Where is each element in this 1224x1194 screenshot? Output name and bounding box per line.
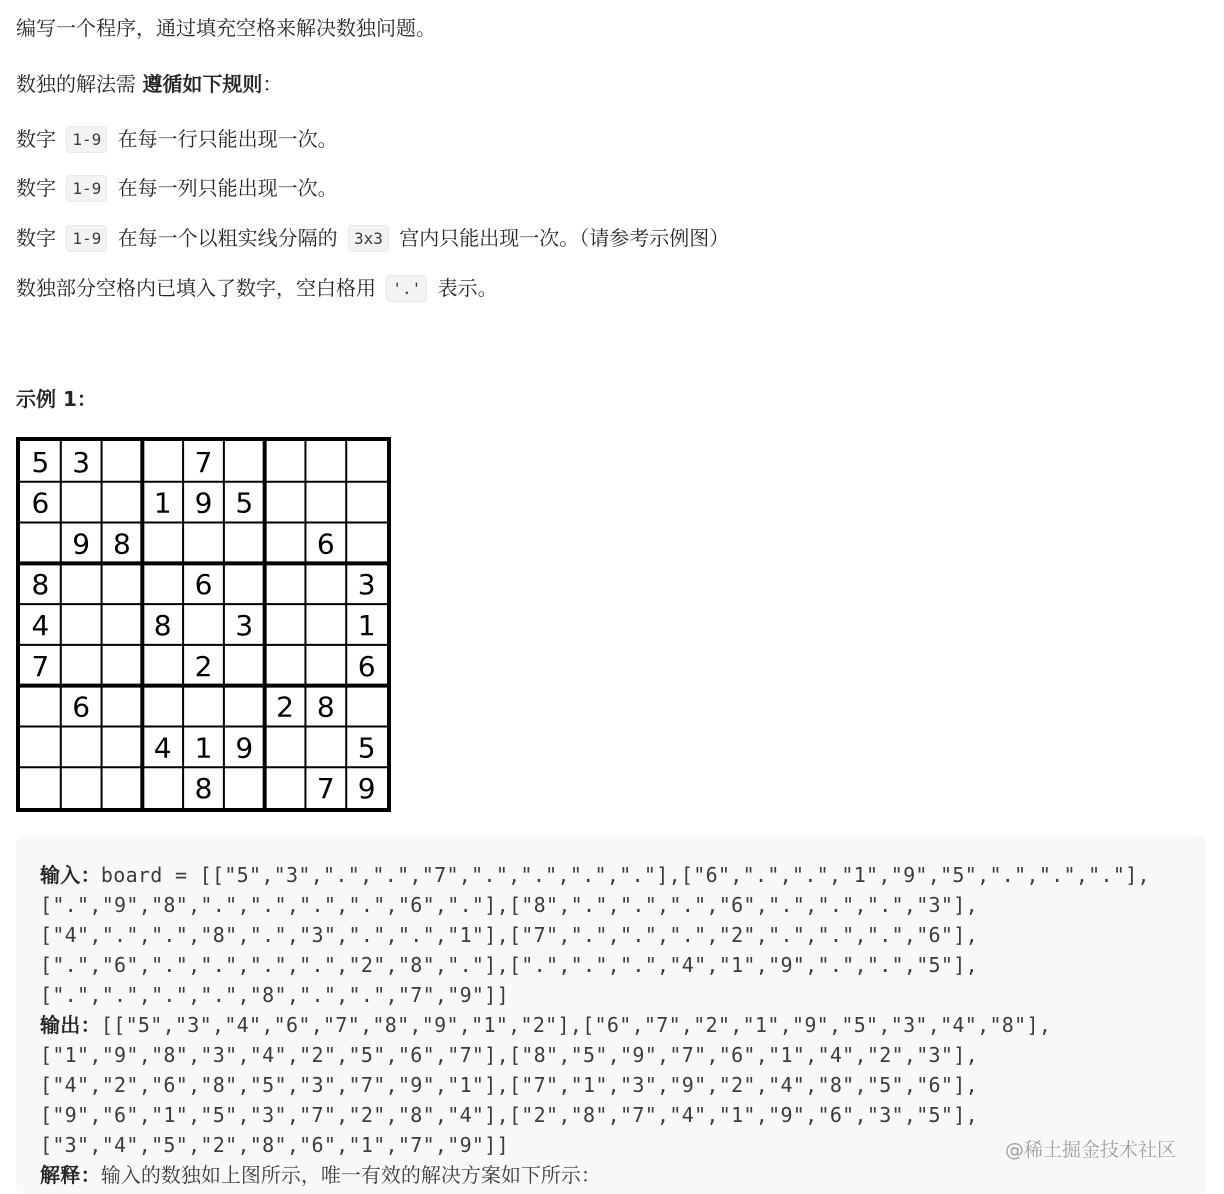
sudoku-cell-digit: 9 xyxy=(235,731,254,765)
code-line xyxy=(40,980,1186,1010)
output-line: ["4","2","6","8","5","3","7","9","1"],["7","1","3","9","2","4","8","5","6"], xyxy=(40,1073,978,1097)
rules-heading xyxy=(16,69,282,99)
sudoku-cell-digit: 1 xyxy=(194,731,213,765)
code-line xyxy=(40,1100,1186,1130)
explain-text: 输入的数独如上图所示，唯一有效的解决方案如下所示： xyxy=(100,1163,601,1187)
code-line xyxy=(40,1040,1186,1070)
explain-label: 解释： xyxy=(40,1163,101,1187)
input-line: board = [["5","3",".",".","7",".",".",".","."],["6",".",".","1","9","5",".",".","."], xyxy=(100,863,1150,887)
intro-line xyxy=(16,13,436,43)
code-line xyxy=(40,950,1186,980)
sudoku-grid-image xyxy=(16,437,391,812)
sudoku-cell-digit: 4 xyxy=(153,731,172,765)
rule-box-suffix: 宫内只能出现一次。（请参考示例图） xyxy=(392,226,730,250)
sudoku-cell-digit: 6 xyxy=(316,527,335,561)
input-label: 输入： xyxy=(40,863,101,887)
inline-code: 1-9 xyxy=(66,175,107,202)
input-line: ["4",".",".","8",".","3",".",".","1"],["7",".",".",".","2",".",".",".","6"], xyxy=(40,923,978,947)
sudoku-cell-digit: 1 xyxy=(357,609,376,642)
rules-heading-bold: 遵循如下规则 xyxy=(142,72,263,96)
blank-note xyxy=(16,273,498,304)
output-line: ["3","4","5","2","8","6","1","7","9"]] xyxy=(40,1133,509,1157)
rule-row xyxy=(16,124,338,155)
sudoku-cell-digit: 2 xyxy=(276,690,294,724)
rule-box xyxy=(16,223,729,254)
output-line: [["5","3","4","6","7","8","9","1","2"],["6","7","2","1","9","5","3","4","8"], xyxy=(100,1013,1052,1037)
input-line: [".","6",".",".",".",".","2","8","."],[".",".",".","4","1","9",".",".","5"], xyxy=(40,953,978,977)
rule-column-prefix: 数字 xyxy=(16,176,63,200)
code-line xyxy=(40,860,1186,890)
sudoku-cell-digit: 1 xyxy=(153,486,172,520)
sudoku-cell-digit: 8 xyxy=(316,690,335,724)
output-line: ["1","9","8","3","4","2","5","6","7"],["8","5","9","7","6","1","4","2","3"], xyxy=(40,1043,978,1067)
rule-row-prefix: 数字 xyxy=(16,127,63,151)
inline-code: '.' xyxy=(386,275,427,302)
inline-code: 1-9 xyxy=(66,225,107,252)
rules-heading-suffix: ： xyxy=(262,72,283,96)
blank-note-prefix: 数独部分空格内已填入了数字，空白格用 xyxy=(16,276,383,300)
blank-note-suffix: 表示。 xyxy=(431,276,498,300)
rules-heading-prefix: 数独的解法需 xyxy=(16,72,143,96)
sudoku-cell-digit: 6 xyxy=(31,486,50,520)
code-line xyxy=(40,890,1186,920)
inline-code: 1-9 xyxy=(66,126,107,153)
sudoku-cell-digit: 3 xyxy=(235,609,254,642)
sudoku-cell-digit: 8 xyxy=(194,772,213,806)
watermark: @稀土掘金技术社区 xyxy=(1004,1139,1176,1161)
sudoku-cell-digit: 7 xyxy=(316,772,335,806)
sudoku-cell-digit: 2 xyxy=(194,649,213,683)
output-line: ["9","6","1","5","3","7","2","8","4"],["2","8","7","4","1","9","6","3","5"], xyxy=(40,1103,978,1127)
example-code-block xyxy=(16,836,1206,1194)
sudoku-cell-digit: 8 xyxy=(113,527,131,561)
sudoku-cell-digit: 9 xyxy=(194,486,213,520)
sudoku-cell-digit: 3 xyxy=(72,445,91,479)
intro-text: 编写一个程序，通过填充空格来解决数独问题。 xyxy=(16,16,436,40)
rule-column-suffix: 在每一列只能出现一次。 xyxy=(111,176,338,200)
code-line xyxy=(40,1070,1186,1100)
sudoku-cell-digit: 8 xyxy=(153,609,172,642)
inline-code: 3x3 xyxy=(348,225,389,252)
code-line xyxy=(40,1010,1186,1040)
sudoku-cell-digit: 9 xyxy=(72,527,91,561)
sudoku-cell-digit: 5 xyxy=(235,486,254,520)
sudoku-cell-digit: 3 xyxy=(357,568,376,602)
rule-box-prefix: 数字 xyxy=(16,226,63,250)
sudoku-cell-digit: 7 xyxy=(194,445,213,479)
sudoku-cell-digit: 6 xyxy=(72,690,91,724)
code-line xyxy=(40,1160,1186,1190)
sudoku-cell-digit: 4 xyxy=(31,609,50,642)
code-line xyxy=(40,920,1186,950)
output-label: 输出： xyxy=(40,1013,101,1037)
sudoku-cell-digit: 6 xyxy=(194,568,213,602)
input-line: [".",".",".",".","8",".",".","7","9"]] xyxy=(40,983,509,1007)
sudoku-cell-digit: 7 xyxy=(31,649,50,683)
sudoku-cell-digit: 6 xyxy=(357,649,376,683)
sudoku-grid xyxy=(16,437,391,812)
input-line: [".","9","8",".",".",".",".","6","."],["8",".",".",".","6",".",".",".","3"], xyxy=(40,893,978,917)
rule-box-mid: 在每一个以粗实线分隔的 xyxy=(111,226,344,250)
sudoku-cell-digit: 8 xyxy=(31,568,50,602)
sudoku-cell-digit: 5 xyxy=(357,731,376,765)
example-title: 示例 1： xyxy=(16,387,97,411)
sudoku-cell-digit: 9 xyxy=(357,772,376,806)
rule-row-suffix: 在每一行只能出现一次。 xyxy=(111,127,338,151)
rule-column xyxy=(16,173,338,204)
sudoku-cell-digit: 5 xyxy=(31,445,50,479)
